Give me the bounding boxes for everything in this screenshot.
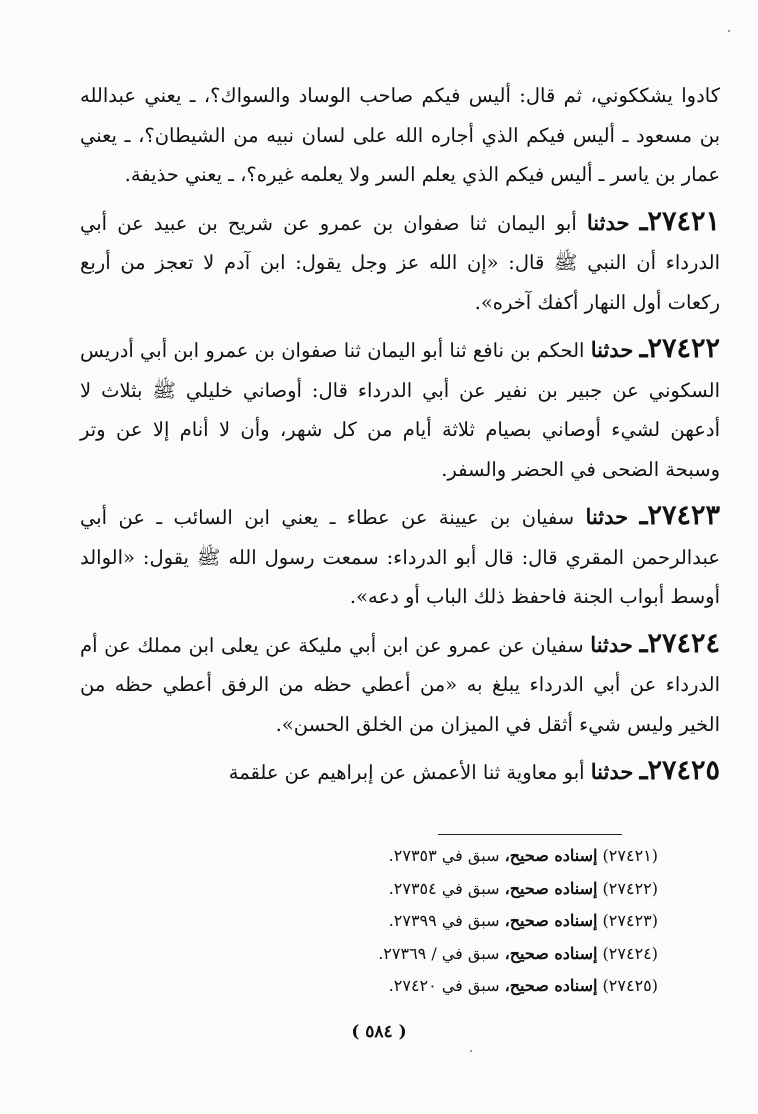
hadith-27424: [80, 624, 720, 745]
hadith-27425: [80, 751, 720, 793]
footnote-ref: (٢٧٤٢٥): [602, 976, 658, 995]
hadith-lead-word: حدثنا: [590, 631, 633, 657]
scan-speck: [470, 1050, 472, 1052]
hadith-number: ٢٧٤٢٤ـ: [639, 627, 721, 659]
hadith-27423: [80, 496, 720, 617]
paragraph-continuation: [80, 76, 720, 195]
footnote-separator: [438, 834, 622, 835]
scan-speck: [728, 30, 730, 32]
footnote-text: سبق في ٢٧٤٢٠.: [388, 976, 500, 995]
footnote-item: [218, 873, 658, 906]
footnote-grade: إسناده صحيح،: [504, 911, 598, 930]
footnote-grade: إسناده صحيح،: [504, 976, 598, 995]
footnote-ref: (٢٧٤٢٢): [602, 878, 658, 898]
hadith-lead-word: حدثنا: [586, 209, 630, 235]
footnote-text: سبق في ٢٧٣٥٤.: [388, 878, 500, 898]
hadith-27421: [80, 202, 720, 323]
hadith-text: أبو معاوية ثنا الأعمش عن إبراهيم عن علقمة: [228, 761, 585, 784]
footnote-ref: (٢٧٤٢٤): [602, 943, 658, 963]
hadith-text: أبو اليمان ثنا صفوان بن عمرو عن شريح بن عبيد عن أبي الدرداء أن النبي ﷺ قال: «إن الله عز وجل يقول: ابن آدم لا تعجز من أربع ركعات أول النهار أكفك آخره».: [80, 211, 720, 314]
hadith-number: ٢٧٤٢٣ـ: [639, 500, 720, 531]
hadith-text: الحكم بن نافع ثنا أبو اليمان ثنا صفوان بن عمرو ابن أبي أدريس السكوني عن جبير بن نفير عن أبي الدرداء قال: أوصاني خليلي ﷺ بثلاث لا أدعهن لشيء أوصاني بصيام ثلاثة أيام من كل شهر، وأن لا أنام إلا عن وتر وسبحة الضحى في الحضر والسفر.: [80, 339, 720, 481]
footnote-grade: إسناده صحيح،: [504, 846, 598, 865]
hadith-lead-word: حدثنا: [590, 759, 634, 784]
hadith-number: ٢٧٤٢٢ـ: [639, 333, 721, 364]
footnote-ref: (٢٧٤٢١): [602, 846, 658, 865]
footnote-grade: إسناده صحيح،: [504, 943, 598, 963]
hadith-lead-word: حدثنا: [585, 504, 629, 529]
footnote-ref: (٢٧٤٢٣): [602, 911, 658, 930]
footnote-item: [218, 970, 658, 1003]
page-number: ( ٥٨٤ ): [351, 1022, 407, 1042]
footnote-item: [218, 905, 658, 938]
footnote-text: سبق في / ٢٧٣٦٩.: [378, 943, 500, 963]
footnote-item: [218, 840, 658, 873]
footnote-grade: إسناده صحيح،: [504, 878, 598, 898]
footnote-text: سبق في ٢٧٣٥٣.: [388, 846, 500, 865]
hadith-text: سفيان بن عيينة عن عطاء ـ يعني ابن السائب ـ عن أبي عبدالرحمن المقري قال: قال أبو الدرداء: سمعت رسول الله ﷺ يقول: «الوالد أوسط أبواب الجنة فاحفظ ذلك الباب أو دعه».: [80, 506, 720, 608]
paragraph-text: كادوا يشككوني، ثم قال: أليس فيكم صاحب الوساد والسواك؟، ـ يعني عبدالله بن مسعود ـ أليس فيكم الذي أجاره الله على لسان نبيه من الشيطان؟، ـ يعني عمار بن ياسر ـ أليس فيكم الذي يعلم السر ولا يعلمه غيره؟، ـ يعني حذيفة.: [80, 84, 720, 186]
footnote-text: سبق في ٢٧٣٩٩.: [388, 911, 500, 930]
hadith-text: سفيان عن عمرو عن ابن أبي مليكة عن يعلى ابن مملك عن أم الدرداء عن أبي الدرداء يبلغ به «من أعطي حظه من الرفق أعطي حظه من الخير وليس شيء أثقل في الميزان من الخلق الحسن».: [80, 633, 720, 736]
main-text: [80, 76, 720, 800]
footnote-item: [218, 938, 658, 971]
hadith-lead-word: حدثنا: [590, 337, 634, 362]
hadith-number: ٢٧٤٢١ـ: [639, 205, 720, 237]
hadith-27422: [80, 329, 720, 489]
hadith-number: ٢٧٤٢٥ـ: [639, 755, 720, 786]
footnotes: [218, 840, 658, 1003]
